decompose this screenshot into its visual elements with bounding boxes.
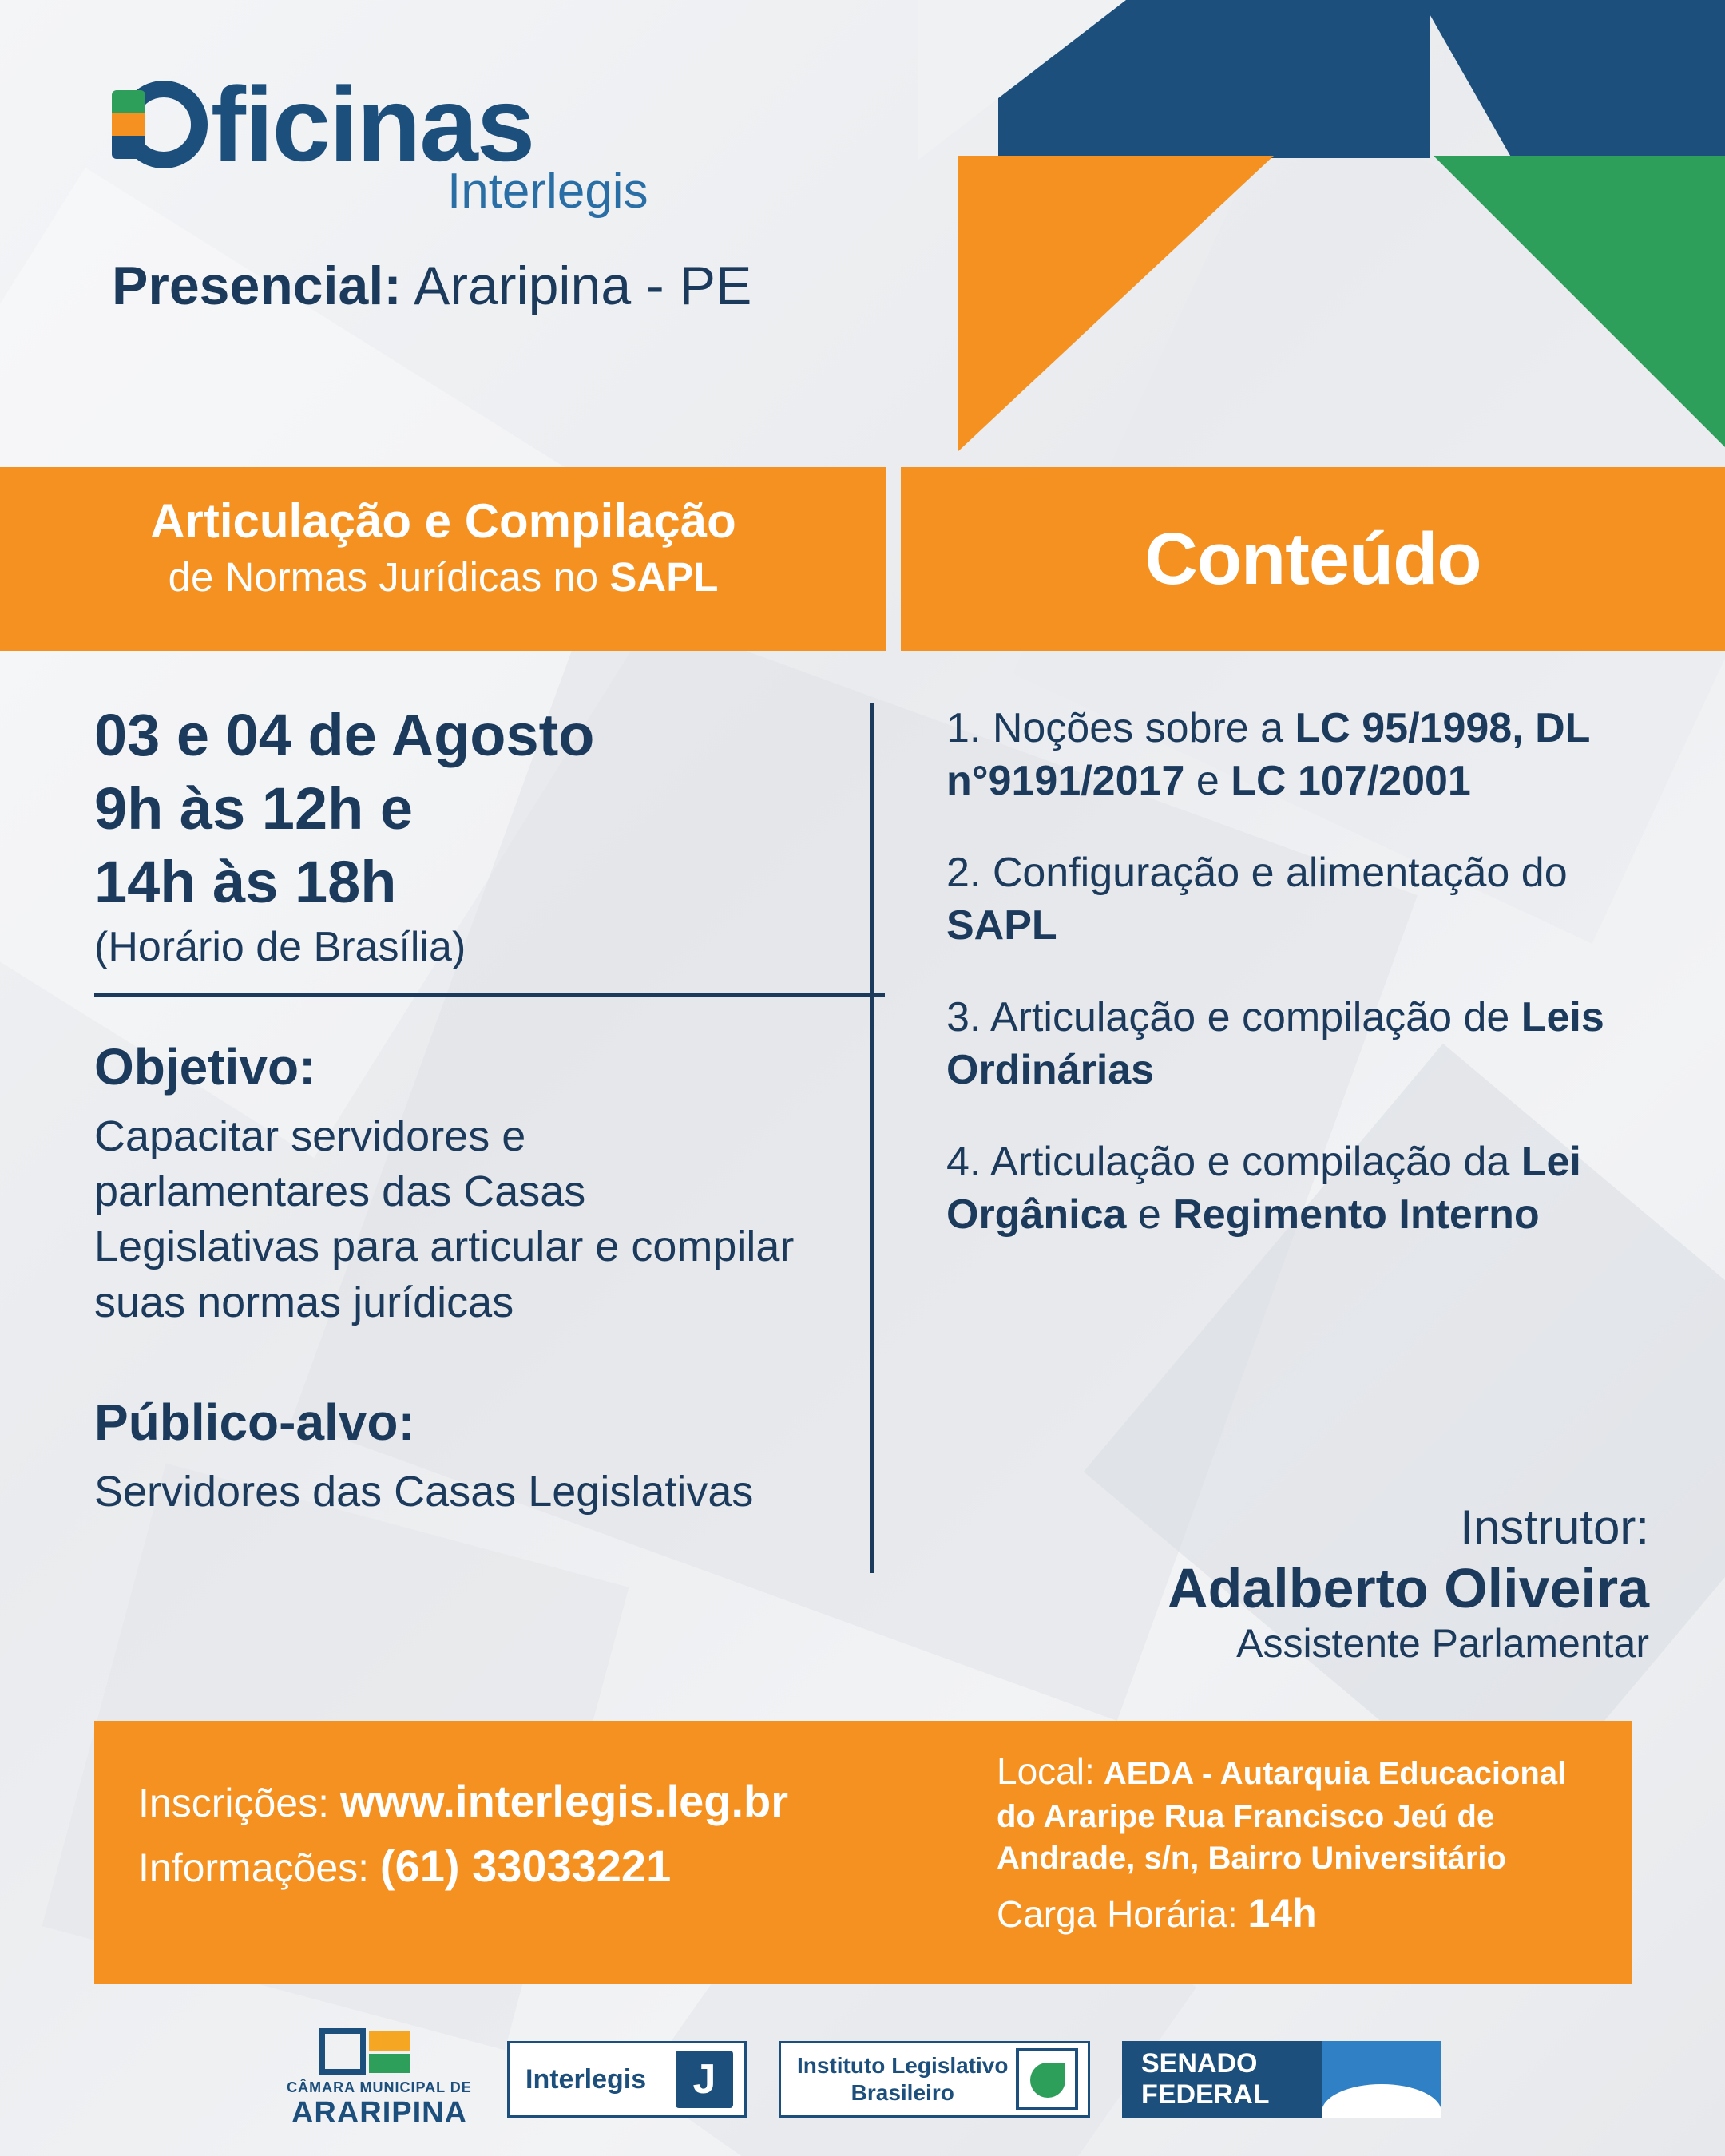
brand-subtitle: Interlegis: [447, 164, 648, 219]
footer-contact-box: [94, 1721, 1632, 1984]
brand-wordmark: ficinas: [211, 65, 534, 183]
topic-2-prefix: 2. Configuração e alimentação do: [946, 850, 1568, 897]
interlegis-text: Interlegis: [525, 2063, 647, 2095]
brand-logo: [112, 65, 958, 183]
logo-senado-federal: [1122, 2041, 1441, 2118]
modality-line: [112, 255, 958, 317]
column-divider: [870, 703, 874, 1573]
schedule-dates: 03 e 04 de Agosto: [94, 702, 595, 768]
audience-label: Público-alvo:: [94, 1393, 415, 1451]
ilb-line2: Brasileiro: [851, 2080, 954, 2105]
ilb-text: [797, 2052, 1008, 2106]
topic-2-bold1: SAPL: [946, 902, 1057, 949]
info-line: [138, 1833, 997, 1898]
list-item: [946, 847, 1649, 952]
venue-line: [997, 1748, 1608, 1879]
workload-value: 14h: [1247, 1890, 1317, 1936]
logo-interlegis: [507, 2041, 747, 2118]
decorative-navy-corner: [1422, 0, 1725, 160]
venue-label: Local:: [997, 1750, 1095, 1792]
topic-1-bold2: LC 107/2001: [1231, 757, 1471, 804]
info-label: Informações:: [138, 1845, 370, 1891]
topic-4-middle: e: [1126, 1191, 1173, 1238]
camara-building-icon: [319, 2028, 439, 2076]
topic-4-prefix: 4. Articulação e compilação da: [946, 1139, 1521, 1186]
partner-logos-strip: [0, 2028, 1725, 2130]
poster-header: [0, 0, 958, 317]
content-title: Conteúdo: [1144, 517, 1481, 600]
instructor-role: Assistente Parlamentar: [1236, 1621, 1649, 1667]
topic-3-bold1: Leis Ordinárias: [946, 994, 1604, 1093]
registration-line: [138, 1769, 997, 1833]
logo-camara-araripina: [284, 2028, 475, 2130]
objective-label: Objetivo:: [94, 1038, 316, 1096]
schedule-time-1: 9h às 12h e: [94, 775, 414, 842]
info-phone: (61) 33033221: [379, 1841, 672, 1892]
course-title-bar: [0, 467, 886, 651]
objective-text: Capacitar servidores e parlamentares das Casas Legislativas para articular e compilar suas normas jurídicas: [94, 1112, 795, 1326]
instructor-block: [878, 1501, 1649, 1667]
topic-1-prefix: 1. Noções sobre a: [946, 705, 1295, 751]
left-column: [94, 699, 813, 1520]
topic-1-middle: e: [1184, 757, 1231, 804]
list-item: [946, 992, 1649, 1096]
modality-location: Araripina - PE: [414, 256, 752, 316]
course-title-line2-prefix: de Normas Jurídicas no: [168, 554, 610, 600]
section-divider: [94, 993, 885, 997]
camara-top-text: CÂMARA MUNICIPAL DE: [287, 2079, 472, 2095]
instructor-name: Adalberto Oliveira: [1168, 1557, 1649, 1619]
course-title-line2: [0, 553, 886, 601]
course-title-line1: Articulação e Compilação: [150, 494, 736, 548]
instructor-label: Instrutor:: [1460, 1500, 1649, 1554]
venue-address: AEDA - Autarquia Educacional do Araripe Rua Francisco Jeú de Andrade, s/n, Bairro Universitário: [997, 1756, 1567, 1876]
course-title-sapl: SAPL: [609, 554, 719, 600]
list-item: [946, 1136, 1649, 1241]
content-topics-list: [946, 703, 1649, 1281]
interlegis-j-icon: J: [676, 2051, 733, 2108]
decorative-green-triangle: [1434, 156, 1725, 451]
modality-label: Presencial:: [112, 256, 402, 316]
schedule-timezone: (Horário de Brasília): [94, 924, 466, 971]
list-item: [946, 703, 1649, 807]
oficinas-logo-icon: [112, 73, 208, 176]
logo-instituto-legislativo-brasileiro: [779, 2041, 1090, 2118]
camara-city-name: ARARIPINA: [291, 2096, 468, 2130]
footer-left: [94, 1721, 997, 1984]
senado-line2: FEDERAL: [1141, 2079, 1270, 2110]
content-title-bar: [901, 467, 1725, 651]
workload-label: Carga Horária:: [997, 1892, 1238, 1935]
audience-text: Servidores das Casas Legislativas: [94, 1467, 754, 1516]
topic-1-bold1: LC 95/1998, DL n°9191/2017: [946, 705, 1590, 804]
logo-stripe-icon: [112, 90, 145, 159]
senado-text: [1122, 2048, 1270, 2110]
topic-3-prefix: 3. Articulação e compilação de: [946, 994, 1521, 1041]
registration-label: Inscrições:: [138, 1781, 329, 1825]
workload-line: [997, 1890, 1608, 1936]
ilb-leaf-icon: [1016, 2048, 1078, 2110]
senado-line1: SENADO: [1141, 2047, 1258, 2079]
footer-right: [997, 1721, 1632, 1984]
senado-dome-icon: [1322, 2041, 1441, 2118]
schedule-time-2: 14h às 18h: [94, 848, 397, 915]
topic-4-bold1: Lei Orgânica: [946, 1139, 1581, 1238]
topic-4-bold2: Regimento Interno: [1172, 1191, 1540, 1238]
registration-url[interactable]: www.interlegis.leg.br: [339, 1776, 789, 1826]
ilb-line1: Instituto Legislativo: [797, 2053, 1009, 2079]
